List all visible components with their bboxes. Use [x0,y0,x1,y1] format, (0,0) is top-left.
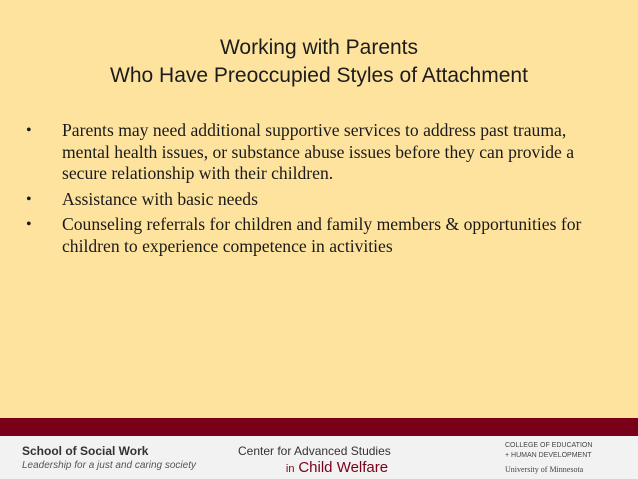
bullet-item [26,120,586,185]
university-logo [505,441,592,475]
university-name: University of Minnesota [505,465,584,474]
college-line-2: + HUMAN DEVELOPMENT [505,452,592,459]
bullet-text: Parents may need additional supportive services to address past trauma, mental health issues, or substance abuse issues before they can provide a secure relationship with their children. [62,120,575,183]
title-line-2: Who Have Preoccupied Styles of Attachment [110,64,528,87]
footer-accent-bar [0,418,638,436]
college-line-1: COLLEGE OF EDUCATION [505,442,593,449]
bullet-text: Assistance with basic needs [62,188,258,209]
bullet-text: Counseling referrals for children and family members & opportunities for children to experience competence in activities [62,214,582,256]
bullet-marker: • [26,216,32,233]
bullet-item [26,189,586,211]
bullet-item [26,214,586,257]
school-tagline: Leadership for a just and caring society [22,460,196,471]
title-line-1: Working with Parents [219,36,419,59]
footer [0,436,638,479]
slide-title [40,34,598,90]
center-in: in [285,463,295,475]
bullet-marker: • [26,190,32,208]
center-subtitle: Child Welfare [298,459,389,476]
school-logo [22,443,196,472]
bullet-marker: • [26,122,32,139]
center-name: Center for Advanced Studies [238,444,391,458]
bullet-list [26,120,586,261]
school-name: School of Social Work [22,444,149,458]
center-logo [238,443,391,477]
